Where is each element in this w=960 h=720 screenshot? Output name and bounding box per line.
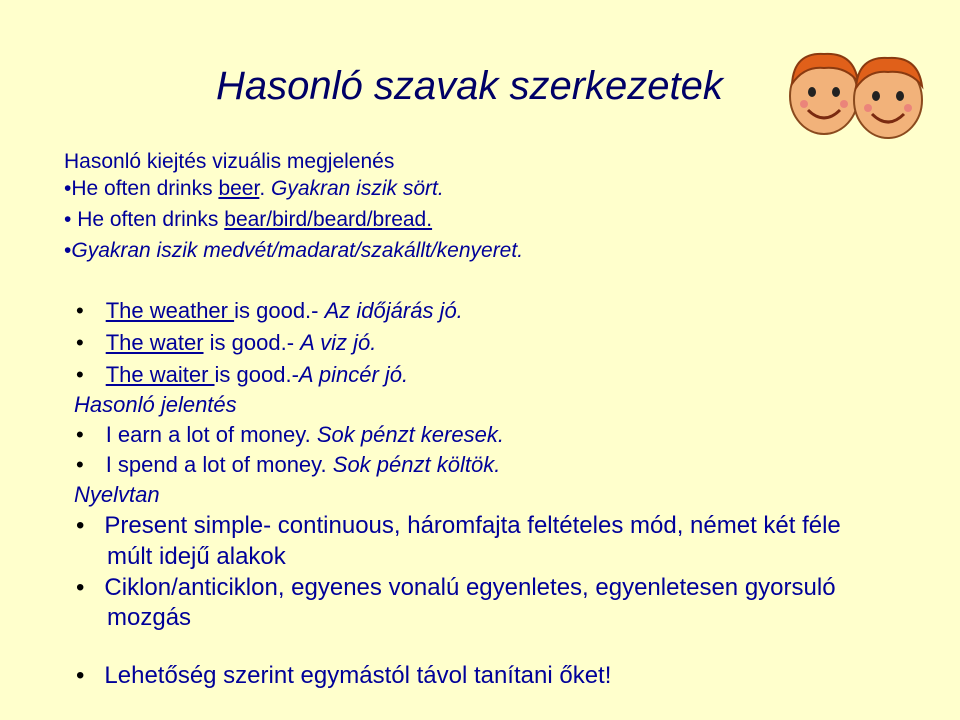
section2-item-2-underlined: The water [105,330,204,355]
section2-item-2 [76,330,376,356]
section1-line2 [64,208,432,232]
bullet: • [76,330,84,355]
right-face [854,58,922,138]
section1-line1-en: He often drinks [71,177,219,200]
section3-item-2-en: I spend a lot of money. [105,452,333,477]
section4-item-1-line2: múlt idejű alakok [107,543,286,570]
section2-item-1-underlined: The weather [105,298,235,323]
section1-line3 [64,239,523,263]
section1-line2-en: He often drinks [71,208,225,231]
section1-line2-underlined: bear/bird/beard/bread. [224,208,433,231]
section2-item-2-text: is good.- [203,330,301,355]
bullet: • [64,239,72,262]
section4-heading: Nyelvtan [74,482,160,507]
section1-line1-underlined: beer [218,177,260,200]
slide-title: Hasonló szavak szerkezetek [216,64,723,108]
section4-item-3-text: Lehetőség szerint egymástól távol tanítani őket! [104,662,612,689]
section2-item-3 [76,362,408,388]
section3-heading: Hasonló jelentés [74,392,237,417]
section3-item-1-hu: Sok pénzt keresek. [316,422,504,447]
bullet: • [76,452,84,477]
section1-line1-en-end: . [259,177,271,200]
bullet: • [64,177,72,200]
bullet: • [76,574,85,601]
section1-line1-hu: Gyakran iszik sört. [270,177,444,200]
section4-item-2-line1: Ciklon/anticiklon, egyenes vonalú egyenletes, egyenletesen gyorsuló [104,574,836,601]
section1-heading: Hasonló kiejtés vizuális megjelenés [64,150,395,173]
bullet: • [76,422,84,447]
section3-item-2-hu: Sok pénzt költök. [332,452,501,477]
section4-item-3 [76,662,611,690]
section1-line1 [64,177,444,201]
section4-item-1 [76,512,841,540]
section2-item-2-hu: A viz jó. [300,330,377,355]
bullet: • [76,662,85,689]
section3-item-2 [76,452,500,478]
section4-item-2 [76,574,836,602]
section1-line3-hu: Gyakran iszik medvét/madarat/szakállt/kenyeret. [71,239,524,262]
bullet: • [64,208,72,231]
section2-item-3-hu: A pincér jó. [298,362,409,387]
section2-item-1 [76,298,463,324]
bullet: • [76,362,84,387]
section2-item-3-underlined: The waiter [105,362,215,387]
section2-item-3-text: is good.- [214,362,299,387]
bullet: • [76,512,85,539]
bullet: • [76,298,84,323]
two-smiling-faces-icon [784,46,930,142]
section3-item-1 [76,422,504,448]
section2-item-1-hu: Az időjárás jó. [324,298,463,323]
section2-item-1-text: is good.- [234,298,325,323]
section4-item-1-line1: Present simple- continuous, háromfajta feltételes mód, német két féle [104,512,841,539]
left-face [790,54,858,134]
section3-item-1-en: I earn a lot of money. [105,422,317,447]
section4-item-2-line2: mozgás [107,604,192,631]
